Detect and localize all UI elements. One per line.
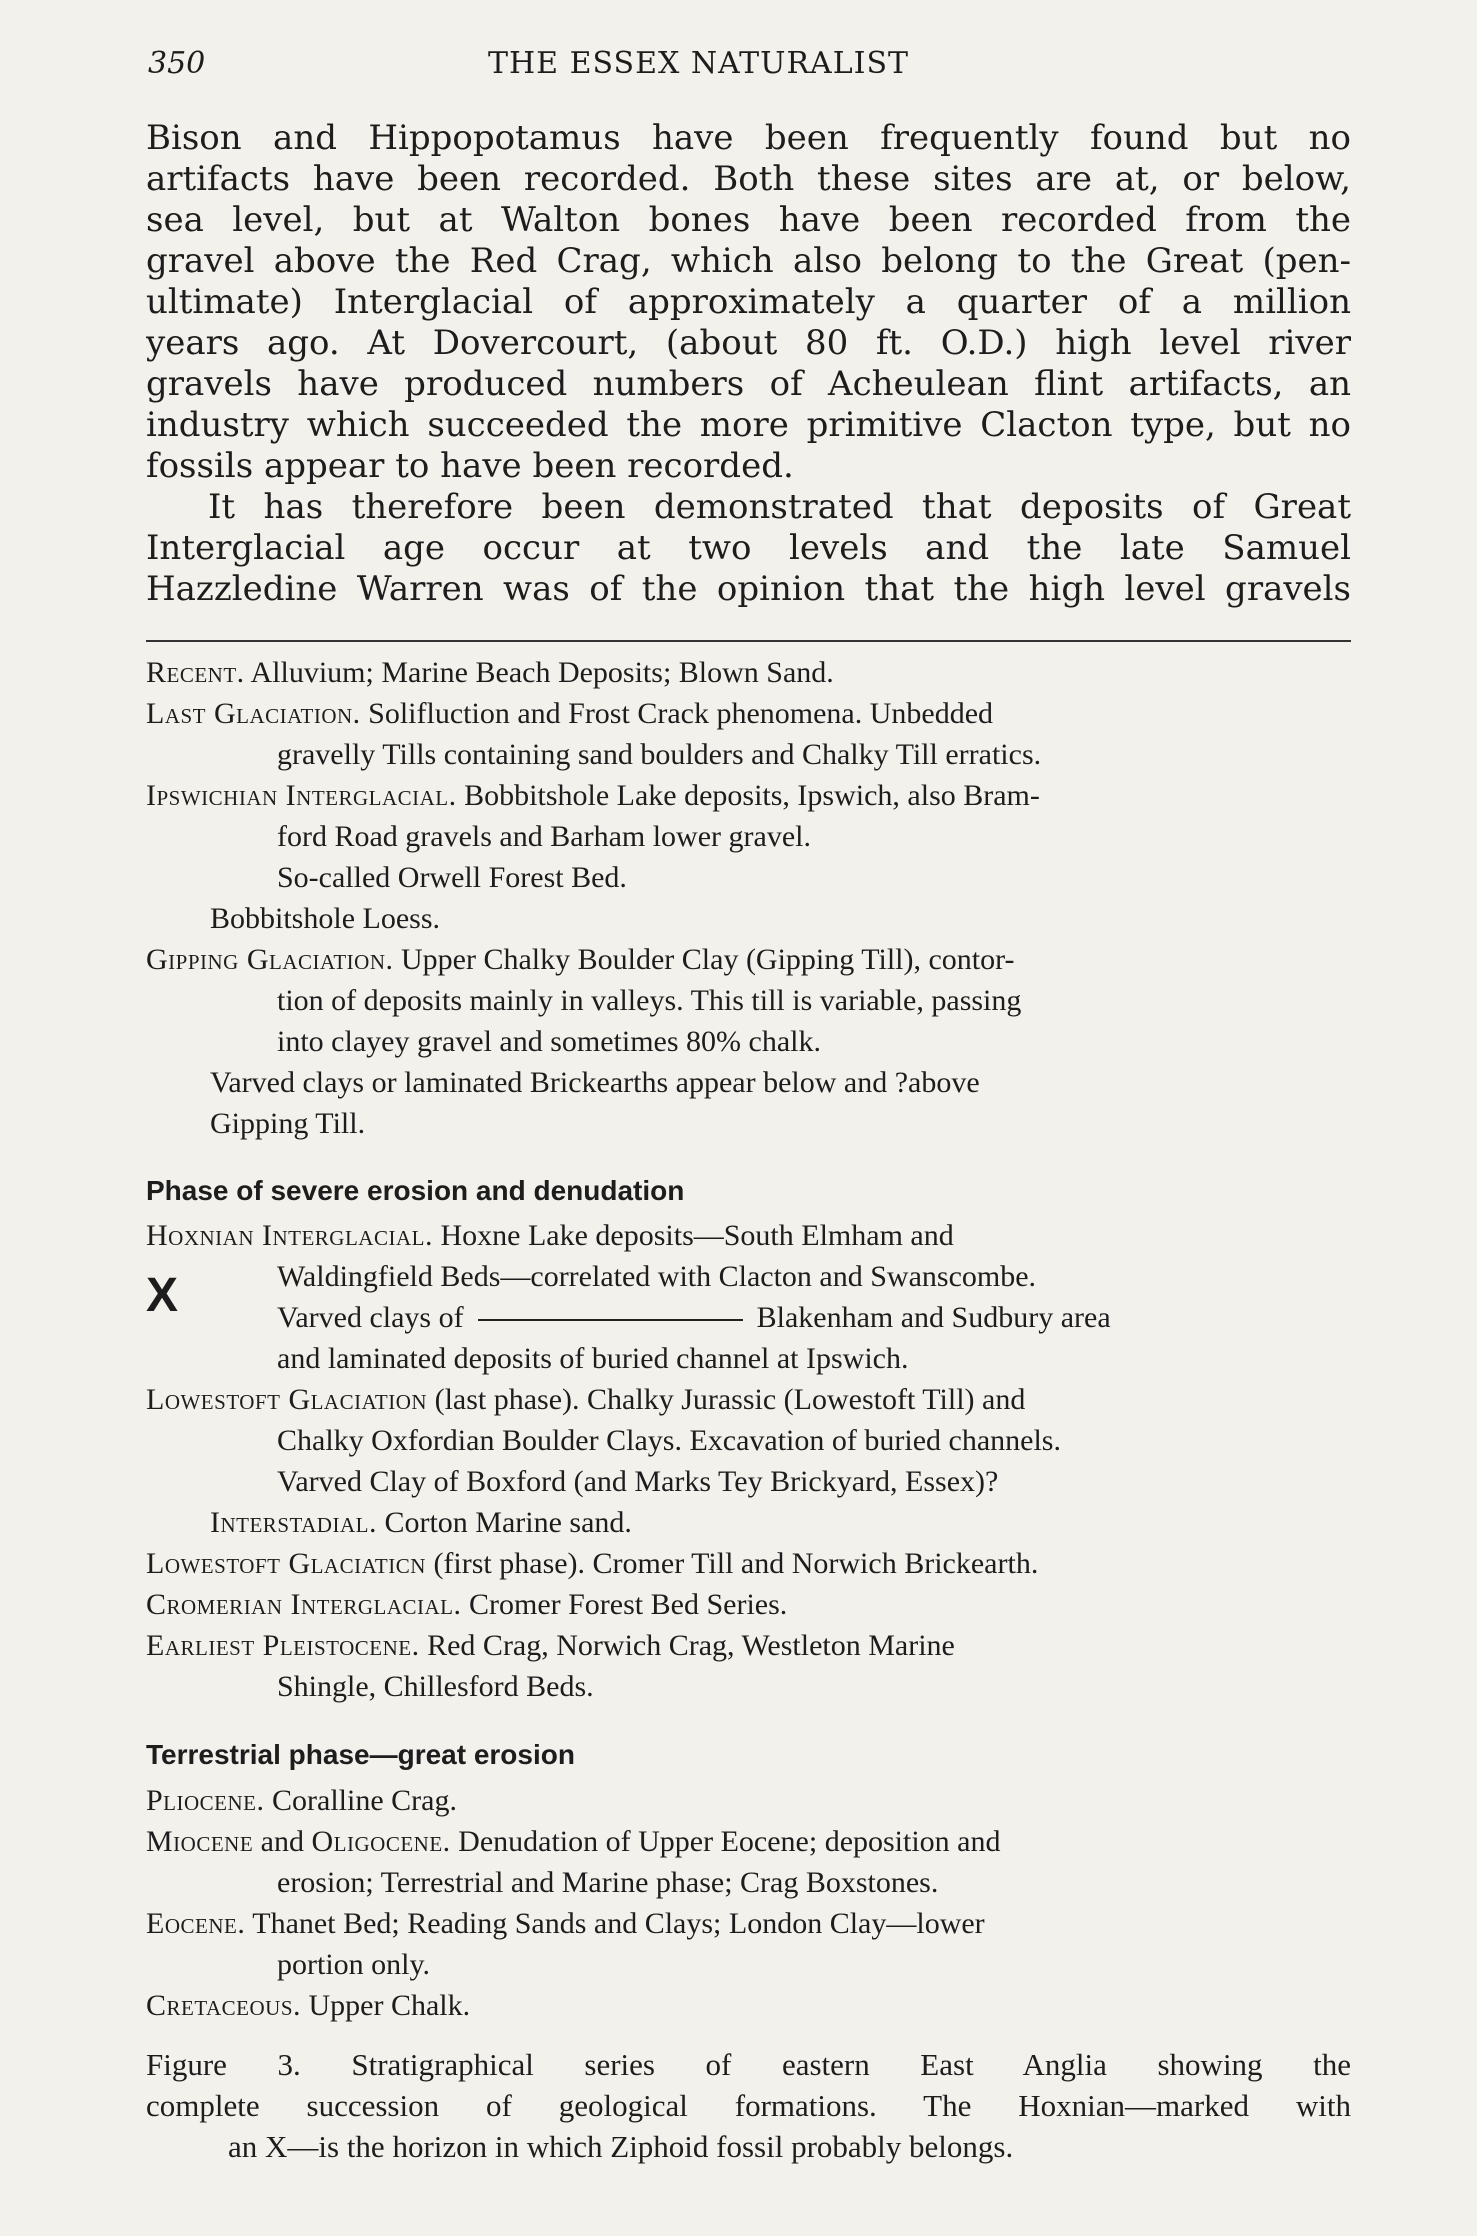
strat-term: Miocene [146, 1825, 254, 1858]
strat-continuation: erosion; Terrestrial and Marine phase; Crag Boxstones. [277, 1866, 939, 1899]
body-line: gravels have produced numbers of Acheulean flint artifacts, an [146, 364, 1351, 404]
x-marker: X [146, 1269, 179, 1322]
strat-continuation: Chalky Oxfordian Boulder Clays. Excavation of buried channels. [277, 1424, 1061, 1457]
strat-term: Lowestoft Glaciaticn [146, 1547, 426, 1580]
strat-text: Thanet Bed; Reading Sands and Clays; London Clay—lower [245, 1907, 985, 1940]
page-header [148, 46, 1348, 86]
strat-text: Solifluction and Frost Crack phenomena. Unbedded [360, 697, 994, 730]
strat-text: Corton Marine sand. [376, 1506, 632, 1539]
strat-text: Hoxne Lake deposits—South Elmham and [432, 1219, 954, 1252]
strat-text: Blakenham and Sudbury area [756, 1301, 1111, 1334]
strat-continuation: tion of deposits mainly in valleys. This till is variable, passing [277, 984, 1022, 1017]
body-line: Interglacial age occur at two levels and the late Samuel [146, 528, 1351, 568]
strat-term: Pliocene. [146, 1784, 265, 1817]
strat-bobbitshole-loess: Bobbitshole Loess. [210, 902, 440, 935]
running-title: THE ESSEX NATURALIST [488, 46, 910, 81]
strat-ipswichian [146, 775, 1361, 816]
strat-text: Bobbitshole Lake deposits, Ipswich, also Bram- [456, 779, 1040, 812]
strat-continuation: Waldingfield Beds—correlated with Clacton and Swanscombe. [277, 1260, 1037, 1293]
body-text [146, 118, 1351, 610]
strat-recent [146, 652, 1361, 693]
strat-varved: Varved clays or laminated Brickearths appear below and ?above [210, 1066, 980, 1099]
strat-text: Denudation of Upper Eocene; deposition and [450, 1825, 1001, 1858]
body-line: Hazzledine Warren was of the opinion that the high level gravels [146, 569, 1351, 609]
phase-heading: Terrestrial phase—great erosion [146, 1739, 575, 1770]
strat-term: Last Glaciation. [146, 697, 361, 730]
strat-term: Lowestoft Glaciation [146, 1383, 428, 1416]
divider-rule [146, 640, 1351, 642]
strat-list-upper [146, 652, 1361, 1144]
strat-continuation [146, 1297, 1361, 1338]
strat-term: Cromerian Interglacial. [146, 1588, 462, 1621]
strat-term: Interstadial. [210, 1506, 377, 1539]
strat-pliocene [146, 1780, 1361, 1821]
strat-text: and [253, 1825, 312, 1858]
body-line: industry which succeeded the more primitive Clacton type, but no [146, 405, 1351, 445]
body-line: Bison and Hippopotamus have been frequently found but no [146, 118, 1351, 158]
body-line: gravel above the Red Crag, which also belong to the Great (pen- [146, 241, 1351, 281]
body-line: sea level, but at Walton bones have been recorded from the [146, 200, 1351, 240]
strat-text: Alluvium; Marine Beach Deposits; Blown Sand. [244, 656, 834, 689]
caption-line: Figure 3. Stratigraphical series of eastern East Anglia showing the [146, 2047, 1351, 2082]
strat-lowestoft-first [146, 1543, 1361, 1584]
strat-continuation: and laminated deposits of buried channel at Ipswich. [277, 1342, 909, 1375]
strat-continuation: portion only. [277, 1948, 431, 1981]
strat-term: Gipping Glaciation. [146, 943, 394, 976]
phase-heading: Phase of severe erosion and denudation [146, 1175, 685, 1206]
strat-last-glaciation [146, 693, 1361, 734]
strat-continuation: into clayey gravel and sometimes 80% chalk. [277, 1025, 821, 1058]
strat-term: Oligocene. [311, 1825, 451, 1858]
strat-term: Cretaceous. [146, 1989, 302, 2022]
body-line: artifacts have been recorded. Both these sites are at, or below, [146, 159, 1351, 199]
strat-term: Hoxnian Interglacial. [146, 1219, 433, 1252]
strat-gipping [146, 939, 1361, 980]
body-line: It has therefore been demonstrated that deposits of Great [208, 487, 1351, 527]
strat-text: Varved clays of [277, 1301, 464, 1334]
strat-term: Eocene. [146, 1907, 246, 1940]
dash-line [478, 1319, 743, 1321]
strat-varved: Gipping Till. [210, 1107, 366, 1140]
figure-caption [146, 2044, 1351, 2167]
strat-term: Earliest Pleistocene. [146, 1629, 420, 1662]
strat-term: Recent. [146, 656, 245, 689]
strat-text: Upper Chalk. [301, 1989, 471, 2022]
strat-cretaceous [146, 1985, 1361, 2026]
strat-text: Upper Chalky Boulder Clay (Gipping Till), contor- [393, 943, 1015, 976]
body-line: years ago. At Dovercourt, (about 80 ft. O.D.) high level river [146, 323, 1351, 363]
strat-lowestoft-last [146, 1379, 1361, 1420]
strat-text: (first phase). Cromer Till and Norwich Brickearth. [425, 1547, 1039, 1580]
strat-text: Cromer Forest Bed Series. [461, 1588, 788, 1621]
caption-line: complete succession of geological formations. The Hoxnian—marked with [146, 2088, 1351, 2123]
body-line: ultimate) Interglacial of approximately a quarter of a million [146, 282, 1351, 322]
strat-continuation: ford Road gravels and Barham lower gravel. [277, 820, 811, 853]
strat-continuation: So-called Orwell Forest Bed. [277, 861, 627, 894]
strat-list-middle [146, 1215, 1361, 1707]
strat-eocene [146, 1903, 1361, 1944]
strat-cromerian [146, 1584, 1361, 1625]
strat-text: (last phase). Chalky Jurassic (Lowestoft Till) and [427, 1383, 1026, 1416]
body-line: fossils appear to have been recorded. [146, 446, 794, 486]
strat-miocene [146, 1821, 1361, 1862]
strat-continuation: Shingle, Chillesford Beds. [277, 1670, 594, 1703]
strat-continuation: gravelly Tills containing sand boulders and Chalky Till erratics. [277, 738, 1042, 771]
strat-earliest-pleistocene [146, 1625, 1361, 1666]
strat-list-lower [146, 1780, 1361, 2026]
strat-term: Ipswichian Interglacial. [146, 779, 457, 812]
strat-hoxnian [146, 1215, 1361, 1256]
page-number: 350 [148, 46, 206, 81]
caption-line: an X—is the horizon in which Ziphoid fossil probably belongs. [228, 2129, 1014, 2164]
strat-text: Coralline Crag. [264, 1784, 457, 1817]
strat-text: Red Crag, Norwich Crag, Westleton Marine [419, 1629, 955, 1662]
strat-continuation: Varved Clay of Boxford (and Marks Tey Brickyard, Essex)? [277, 1465, 999, 1498]
strat-interstadial [146, 1502, 1361, 1543]
